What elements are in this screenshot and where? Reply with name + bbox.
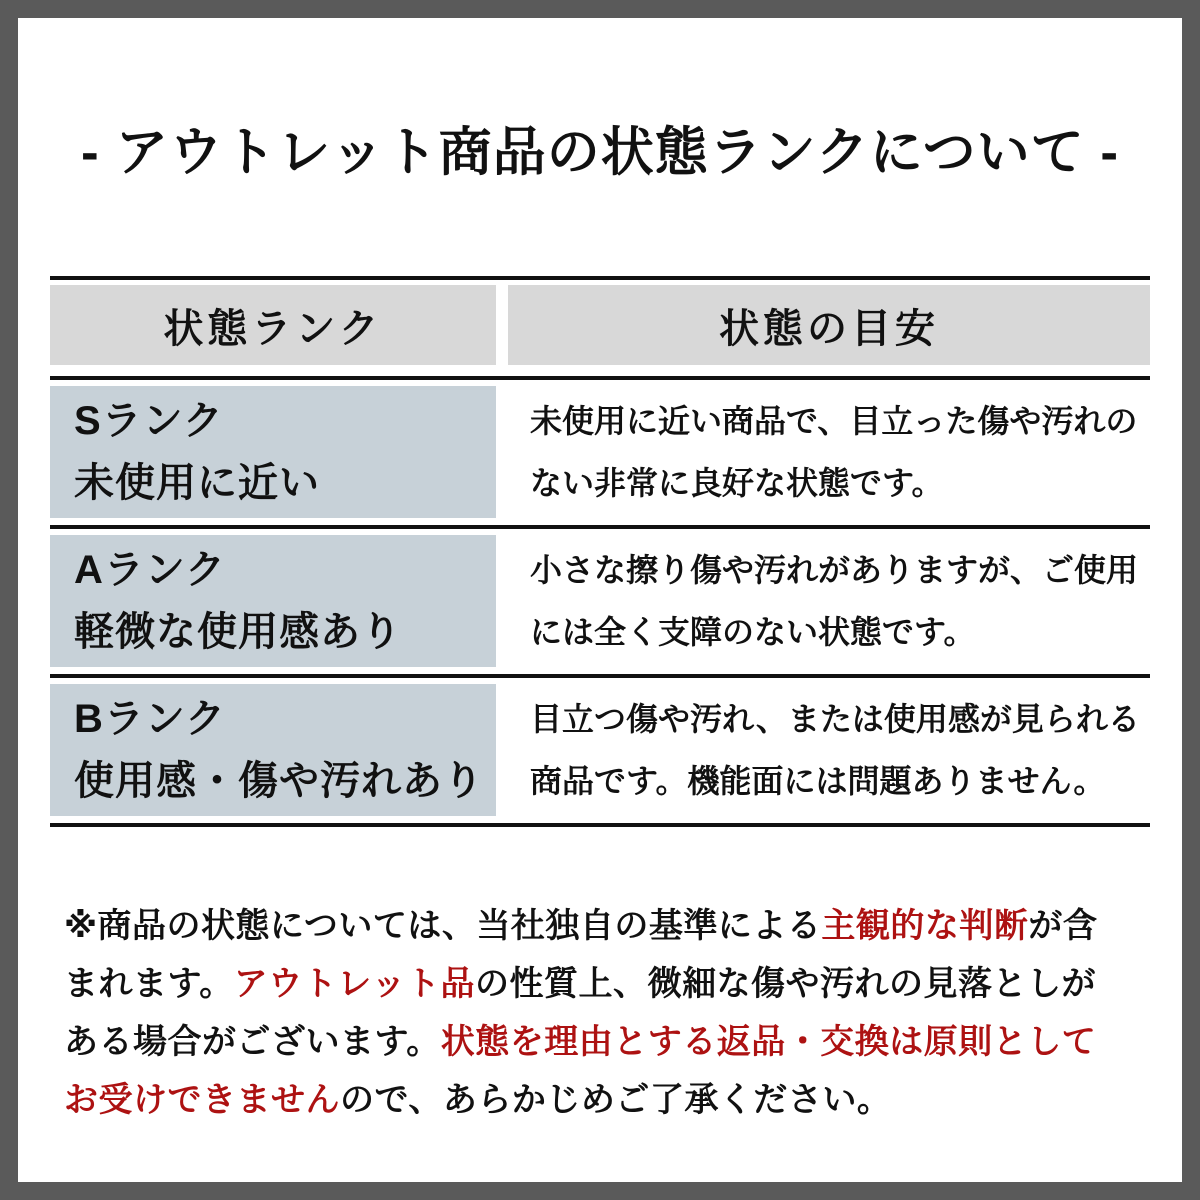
rank-label: Aランク [74,548,227,592]
rank-description-a [508,535,1150,667]
rank-description-s [508,386,1150,518]
footnote-emphasis: 主観的な判断 [821,907,1029,945]
footnote [64,897,1126,1129]
description-text: 目立つ傷や汚れ、または使用感が見られる商品です。機能面には問題ありません。 [530,701,1140,799]
rank-label: Sランク [74,399,224,443]
footnote-segment: の性質上、微細な傷や汚れの見落としがある場合がございます。 [64,965,1096,1061]
description-text: 未使用に近い商品で、目立った傷や汚れのない非常に良好な状態です。 [530,403,1138,501]
guide-column-header: 状態の目安 [508,285,1150,365]
rank-cell-b [50,684,496,816]
condition-rank-table [50,276,1150,827]
rank-sublabel: 使用感・傷や汚れあり [74,759,484,803]
rank-sublabel: 軽微な使用感あり [74,610,402,654]
table-row-b [50,678,1150,823]
table-row-s [50,380,1150,525]
table-row-a [50,529,1150,674]
footnote-segment: ので、あらかじめご了承ください。 [340,1081,892,1119]
rank-label: Bランク [74,697,227,741]
rank-column-header: 状態ランク [50,285,496,365]
content-card [18,18,1182,1182]
rank-description-b [508,684,1150,816]
footnote-emphasis: アウトレット品 [233,965,475,1003]
description-text: 小さな擦り傷や汚れがありますが、ご使用には全く支障のない状態です。 [530,552,1139,650]
table-divider-bottom [50,823,1150,827]
page-title: - アウトレット商品の状態ランクについて - [80,123,1120,182]
footnote-segment: が含まれます。 [64,907,1098,1003]
rank-cell-a [50,535,496,667]
footnote-segment: ※商品の状態については、当社独自の基準による [64,907,822,945]
rank-cell-s [50,386,496,518]
footnote-emphasis: 状態を理由とする返品・交換は原則としてお受けできません [64,1023,1097,1119]
rank-sublabel: 未使用に近い [74,461,320,505]
table-header-row [50,280,1150,376]
